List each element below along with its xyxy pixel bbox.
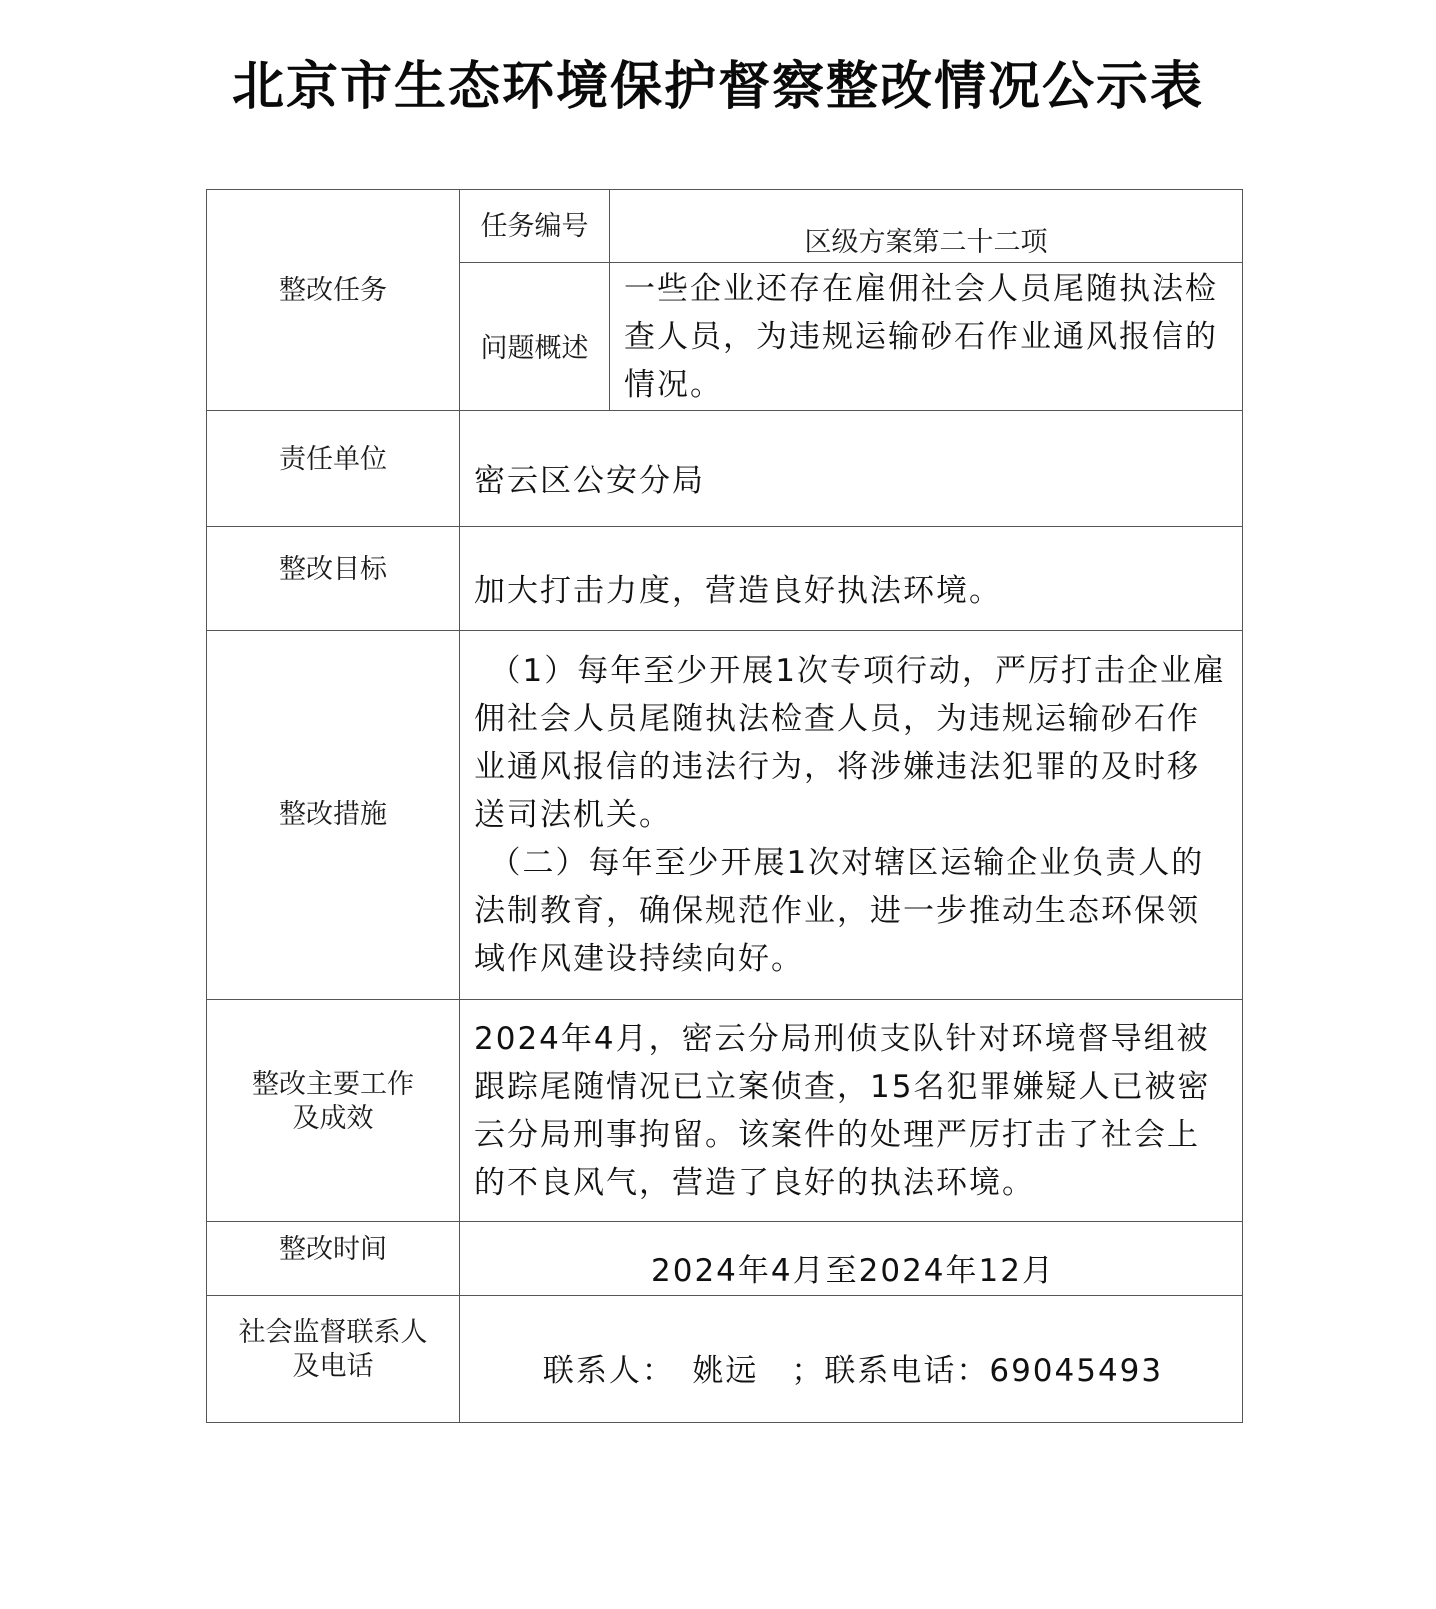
results-value-cell [460,1000,1243,1222]
unit-label-cell [207,411,460,527]
measures-row [207,631,1243,1000]
results-row [207,1000,1243,1222]
task-summary-value: 一些企业还存在雇佣社会人员尾随执法检查人员，为违规运输砂石作业通风报信的情况。 [624,270,1218,403]
goal-row [207,527,1243,631]
task-number-row [207,190,1243,263]
page-title: 北京市生态环境保护督察整改情况公示表 [231,57,1204,117]
unit-label: 责任单位 [279,443,387,475]
contact-value-cell [460,1296,1243,1423]
measures-item-2: （二）每年至少开展1次对辖区运输企业负责人的法制教育，确保规范作业，进一步推动生态环保领域作风建设持续向好。 [474,845,1205,977]
results-label-cell [207,1000,460,1222]
task-summary-label-cell [460,263,610,411]
results-label-line-2: 及成效 [292,1102,374,1134]
contact-label-cell [207,1296,460,1423]
task-summary-value-cell [610,263,1243,411]
contact-value: 联系人： 姚远 ；联系电话：69045493 [542,1353,1164,1389]
task-number-label-cell [460,190,610,263]
unit-row [207,411,1243,527]
time-label-cell [207,1222,460,1296]
results-label-line-1: 整改主要工作 [252,1068,414,1100]
contact-label-line-2: 及电话 [292,1351,374,1382]
time-label: 整改时间 [279,1233,387,1265]
notice-table [206,189,1243,1423]
task-number-label: 任务编号 [480,211,589,242]
goal-value-cell [460,527,1243,631]
time-value: 2024年4月至2024年12月 [651,1252,1055,1289]
task-number-value-cell [610,190,1243,263]
goal-label: 整改目标 [279,553,387,585]
task-summary-label: 问题概述 [480,332,589,364]
measures-label-cell [207,631,460,1000]
unit-value: 密云区公安分局 [474,462,705,499]
measures-value-cell [460,631,1243,1000]
goal-label-cell [207,527,460,631]
task-label-cell [207,190,460,411]
contact-row [207,1296,1243,1423]
time-row [207,1222,1243,1296]
task-number-value: 区级方案第二十二项 [804,227,1048,258]
unit-value-cell [460,411,1243,527]
task-label: 整改任务 [279,275,387,306]
measures-item-1: （1）每年至少开展1次专项行动，严厉打击企业雇佣社会人员尾随执法检查人员，为违规运输砂石作业通风报信的违法行为，将涉嫌违法犯罪的及时移送司法机关。 [474,653,1226,833]
goal-value: 加大打击力度，营造良好执法环境。 [474,572,1002,609]
measures-label: 整改措施 [279,799,387,830]
contact-label-line-1: 社会监督联系人 [238,1317,428,1348]
time-value-cell [460,1222,1243,1296]
results-value: 2024年4月，密云分局刑侦支队针对环境督导组被跟踪尾随情况已立案侦查，15名犯罪嫌疑人已被密云分局刑事拘留。该案件的处理严厉打击了社会上的不良风气，营造了良好的执法环境。 [474,1020,1211,1201]
